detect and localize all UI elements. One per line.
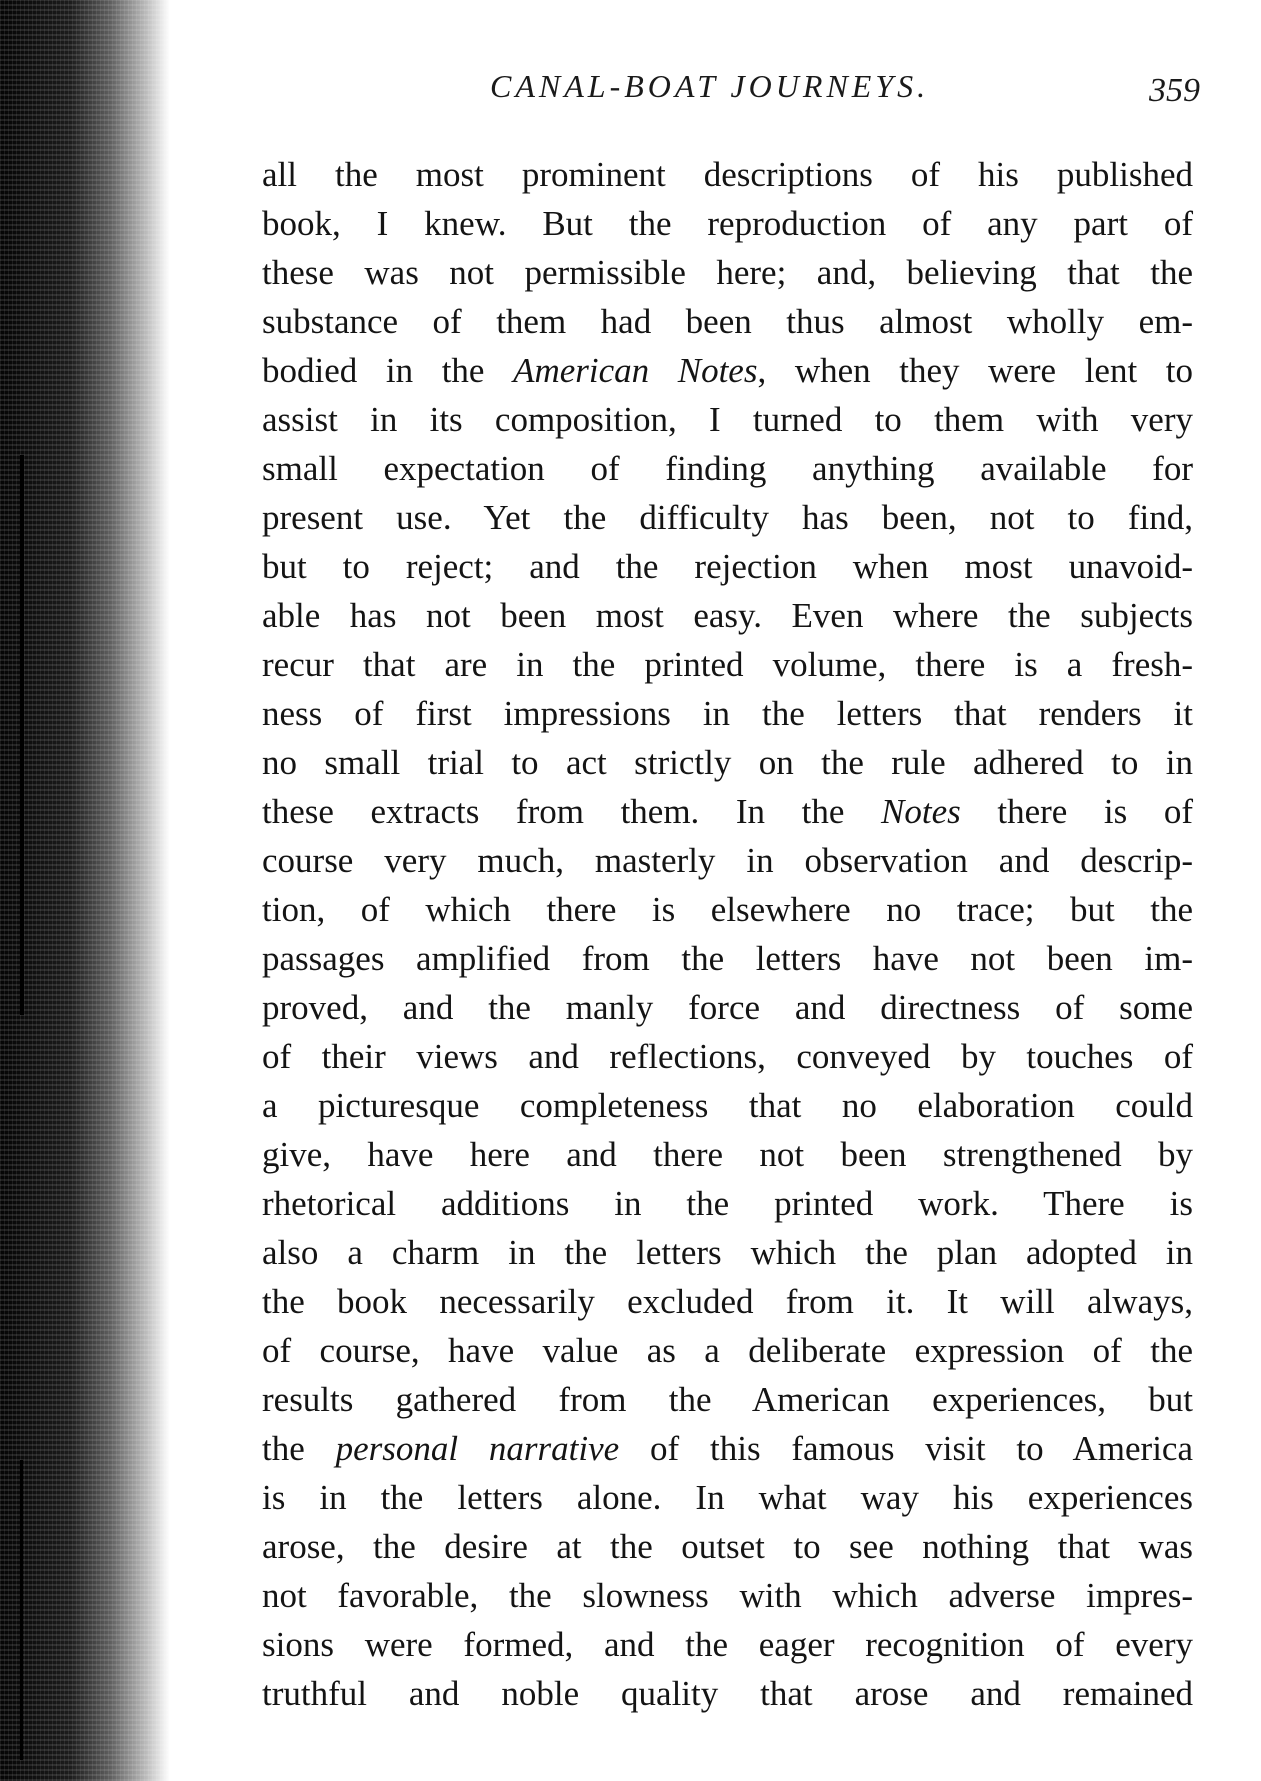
text-segment: substance of them had been thus almost wholly em- bbox=[262, 302, 1193, 341]
text-line bbox=[262, 591, 1193, 640]
text-segment: but to reject; and the rejection when most unavoid- bbox=[262, 547, 1193, 586]
running-head-title: CANAL-BOAT JOURNEYS. bbox=[490, 68, 930, 104]
text-segment: passages amplified from the letters have not been im- bbox=[262, 939, 1193, 978]
text-segment: ness of first impressions in the letters that renders it bbox=[262, 694, 1193, 733]
text-line bbox=[262, 542, 1193, 591]
text-line bbox=[262, 1571, 1193, 1620]
italic-title: personal narrative bbox=[335, 1429, 620, 1468]
text-line bbox=[262, 1032, 1193, 1081]
text-segment: not favorable, the slowness with which adverse impres- bbox=[262, 1576, 1193, 1615]
text-line bbox=[262, 199, 1193, 248]
text-line bbox=[262, 1081, 1193, 1130]
italic-title: Notes bbox=[881, 792, 961, 831]
text-segment: of course, have value as a deliberate expression of the bbox=[262, 1331, 1193, 1370]
text-line bbox=[262, 1669, 1193, 1718]
italic-title: American Notes bbox=[513, 351, 758, 390]
body-text bbox=[262, 150, 1193, 1718]
text-line bbox=[262, 444, 1193, 493]
text-segment: all the most prominent descriptions of his published bbox=[262, 155, 1193, 194]
running-head bbox=[260, 68, 1200, 118]
text-segment: the bbox=[262, 1429, 336, 1468]
text-segment: the book necessarily excluded from it. It will always, bbox=[262, 1282, 1193, 1321]
text-segment: of this famous visit to America bbox=[619, 1429, 1193, 1468]
text-segment: present use. Yet the difficulty has been, not to find, bbox=[262, 498, 1193, 537]
text-segment: assist in its composition, I turned to them with very bbox=[262, 400, 1193, 439]
text-segment: no small trial to act strictly on the rule adhered to in bbox=[262, 743, 1193, 782]
text-line bbox=[262, 150, 1193, 199]
text-line bbox=[262, 346, 1193, 395]
text-line bbox=[262, 1277, 1193, 1326]
text-segment: book, I knew. But the reproduction of any part of bbox=[262, 204, 1193, 243]
text-segment: is in the letters alone. In what way his experiences bbox=[262, 1478, 1193, 1517]
text-line bbox=[262, 1130, 1193, 1179]
text-line bbox=[262, 1326, 1193, 1375]
text-segment: these extracts from them. In the bbox=[262, 792, 882, 831]
text-segment: truthful and noble quality that arose and remained bbox=[262, 1674, 1193, 1713]
text-segment: there is of bbox=[960, 792, 1193, 831]
text-segment: small expectation of finding anything available for bbox=[262, 449, 1193, 488]
text-line bbox=[262, 1522, 1193, 1571]
text-segment: , when they were lent to bbox=[757, 351, 1194, 390]
text-line bbox=[262, 297, 1193, 346]
text-line bbox=[262, 787, 1193, 836]
text-line bbox=[262, 836, 1193, 885]
text-line bbox=[262, 1228, 1193, 1277]
text-segment: results gathered from the American experiences, but bbox=[262, 1380, 1193, 1419]
book-gutter-shadow bbox=[0, 0, 170, 1781]
text-segment: recur that are in the printed volume, there is a fresh- bbox=[262, 645, 1193, 684]
text-segment: of their views and reflections, conveyed by touches of bbox=[262, 1037, 1193, 1076]
text-segment: a picturesque completeness that no elaboration could bbox=[262, 1086, 1193, 1125]
text-segment: proved, and the manly force and directness of some bbox=[262, 988, 1193, 1027]
text-segment: sions were formed, and the eager recognition of every bbox=[262, 1625, 1193, 1664]
text-segment: course very much, masterly in observation and descrip- bbox=[262, 841, 1193, 880]
text-line bbox=[262, 493, 1193, 542]
text-line bbox=[262, 248, 1193, 297]
text-line bbox=[262, 983, 1193, 1032]
text-segment: able has not been most easy. Even where the subjects bbox=[262, 596, 1193, 635]
page-number: 359 bbox=[1149, 72, 1200, 109]
text-segment: arose, the desire at the outset to see nothing that was bbox=[262, 1527, 1193, 1566]
text-segment: tion, of which there is elsewhere no trace; but the bbox=[262, 890, 1193, 929]
text-line bbox=[262, 640, 1193, 689]
text-line bbox=[262, 1473, 1193, 1522]
text-segment: give, have here and there not been strengthened by bbox=[262, 1135, 1193, 1174]
text-line bbox=[262, 1375, 1193, 1424]
text-line bbox=[262, 395, 1193, 444]
text-line bbox=[262, 738, 1193, 787]
text-segment: also a charm in the letters which the plan adopted in bbox=[262, 1233, 1193, 1272]
text-segment: rhetorical additions in the printed work. There is bbox=[262, 1184, 1193, 1223]
text-line bbox=[262, 1424, 1193, 1473]
text-line bbox=[262, 885, 1193, 934]
text-segment: these was not permissible here; and, believing that the bbox=[262, 253, 1193, 292]
gutter-edge-mark bbox=[20, 455, 24, 1015]
text-line bbox=[262, 689, 1193, 738]
text-line bbox=[262, 934, 1193, 983]
text-segment: bodied in the bbox=[262, 351, 514, 390]
gutter-edge-mark bbox=[20, 1460, 23, 1760]
text-line bbox=[262, 1620, 1193, 1669]
text-line bbox=[262, 1179, 1193, 1228]
